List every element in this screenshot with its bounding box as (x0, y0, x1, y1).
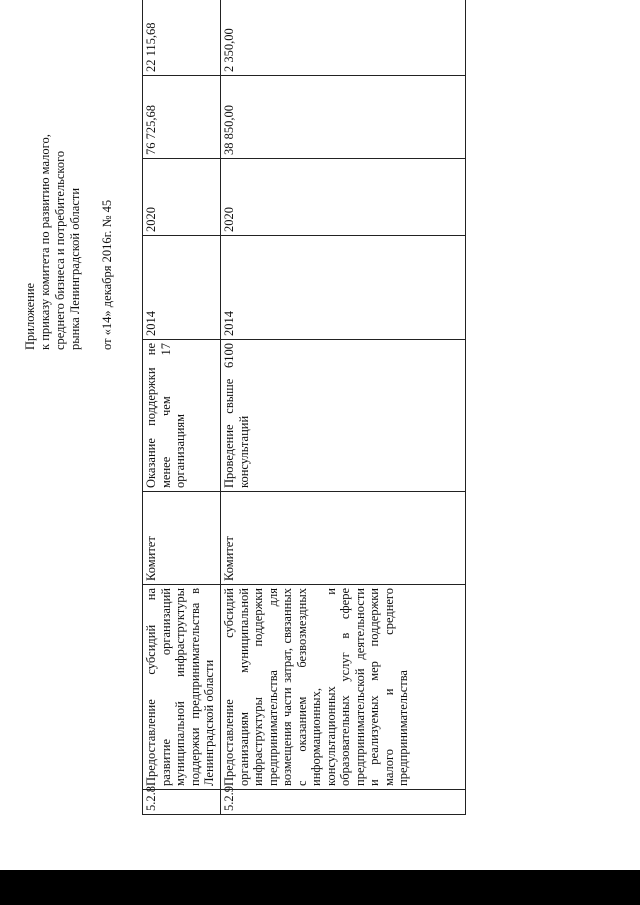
year-amount: 22 115,68 (143, 0, 221, 76)
measures-table (142, 0, 466, 815)
order-date-number: от «14» декабря 2016г. № 45 (100, 199, 114, 350)
expected-result: Проведение свыше 6100 консультаций (221, 340, 466, 492)
table-row (143, 0, 221, 815)
start-year: 2014 (221, 236, 466, 340)
end-year: 2020 (143, 159, 221, 236)
appendix-title: Приложение (23, 282, 37, 350)
total-amount: 76 725,68 (143, 76, 221, 159)
total-amount: 38 850,00 (221, 76, 466, 159)
activity-description: Предоставление субсидий на развитие организаций муниципальной инфраструктуры поддержки предпринимательства в Ленинградской области (143, 585, 221, 790)
appendix-line-1: к приказу комитета по развитию малого, (38, 134, 52, 350)
executor: Комитет (143, 492, 221, 585)
year-amount: 2 350,00 (221, 0, 466, 76)
table-row (221, 0, 466, 815)
expected-result: Оказание поддержки не менее чем 17 организациям (143, 340, 221, 492)
activity-description: Предоставление субсидий организациям муниципальной инфраструктуры поддержки предпринимательства для возмещения части затрат, связанных с оказанием безвозмездных информационных, консультационных и образовательных услуг в сфере предпринимательской деятельности и реализуемых мер поддержки малого и среднего предпринимательства (221, 585, 466, 790)
row-number: 5.2.8 (143, 790, 221, 815)
executor: Комитет (221, 492, 466, 585)
end-year: 2020 (221, 159, 466, 236)
scan-border (0, 870, 640, 905)
row-number: 5.2.9 (221, 790, 466, 815)
appendix-line-2: среднего бизнеса и потребительского (53, 150, 67, 350)
start-year: 2014 (143, 236, 221, 340)
appendix-header (23, 30, 115, 350)
appendix-line-3: рынка Ленинградской области (68, 187, 82, 350)
